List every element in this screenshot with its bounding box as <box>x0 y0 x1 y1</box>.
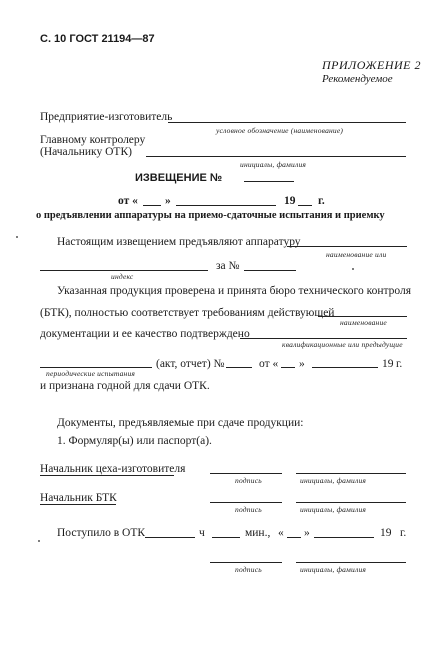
body-para2: (БТК), полностью соответствует требованиям действующей <box>40 307 335 319</box>
shop-chief-signature-field[interactable] <box>210 473 282 474</box>
apparatus-caption: наименование или <box>326 250 387 259</box>
btk-chief-underline <box>40 504 116 505</box>
periodic-caption: периодические испытания <box>46 369 136 378</box>
received-hours-field[interactable] <box>145 537 195 538</box>
scan-speck <box>38 540 40 542</box>
page-header: С. 10 ГОСТ 21194—87 <box>40 33 155 45</box>
received-signature-caption: подпись <box>235 565 262 574</box>
notice-title: ИЗВЕЩЕНИЕ № <box>135 172 223 184</box>
btk-chief-signature-field[interactable] <box>210 502 282 503</box>
notice-subject: о предъявлении аппаратуры на приемо-сдаточные испытания и приемку <box>36 210 385 221</box>
body-line1: Настоящим извещением предъявляют аппаратуру <box>57 236 301 248</box>
received-initials-caption: инициалы, фамилия <box>300 565 367 574</box>
producer-caption: условное обозначение (наименование) <box>216 126 344 135</box>
apparatus-number-field[interactable] <box>244 270 296 271</box>
act-year-prefix: 19 <box>382 358 394 370</box>
notice-year-suffix: г. <box>318 195 325 207</box>
qualification-caption: квалификационные или предыдущие <box>282 340 403 349</box>
received-day-field[interactable] <box>287 537 301 538</box>
act-year-suffix: г. <box>396 358 403 370</box>
notice-day-field[interactable] <box>143 205 161 206</box>
index-caption: индекс <box>111 272 134 281</box>
received-close-quote: » <box>304 527 310 539</box>
addressee-line1: Главному контролеру <box>40 134 146 146</box>
received-year-prefix: 19 <box>380 527 392 539</box>
naming-caption: наименование <box>340 318 387 327</box>
received-hours: ч <box>199 527 205 539</box>
scan-speck <box>352 268 354 270</box>
shop-chief-initials-field[interactable] <box>296 473 406 474</box>
scan-speck <box>16 236 18 238</box>
producer-field[interactable] <box>168 122 406 123</box>
shop-chief-label: Начальник цеха-изготовителя <box>40 463 186 475</box>
notice-date-quote: » <box>165 195 171 207</box>
received-year-suffix: г. <box>400 527 407 539</box>
received-minutes: мин., <box>245 527 271 539</box>
producer-label: Предприятие-изготовитель <box>40 111 173 123</box>
shop-chief-initials-caption: инициалы, фамилия <box>300 476 367 485</box>
documents-heading: Документы, предъявляемые при сдаче продукции: <box>57 417 304 429</box>
btk-chief-initials-caption: инициалы, фамилия <box>300 505 367 514</box>
notice-date-from: от « <box>118 195 138 207</box>
addressee-field[interactable] <box>146 156 406 157</box>
received-initials-field[interactable] <box>296 562 406 563</box>
notice-year-prefix: 19 <box>284 195 296 207</box>
btk-chief-label: Начальник БТК <box>40 492 117 504</box>
body-para1: Указанная продукция проверена и принята бюро технического контроля <box>57 285 412 297</box>
apparatus-field[interactable] <box>287 246 407 247</box>
test-type-field[interactable] <box>40 367 152 368</box>
act-text: (акт, отчет) № <box>156 358 225 370</box>
shop-chief-underline <box>40 475 174 476</box>
received-minutes-field[interactable] <box>212 537 240 538</box>
btk-chief-signature-caption: подпись <box>235 505 262 514</box>
received-label: Поступило в ОТК <box>57 527 146 539</box>
notice-year-field[interactable] <box>298 205 312 206</box>
addressee-caption: инициалы, фамилия <box>240 160 307 169</box>
act-month-field[interactable] <box>312 367 378 368</box>
received-month-field[interactable] <box>314 537 374 538</box>
confirmation-field[interactable] <box>240 338 407 339</box>
act-day-field[interactable] <box>281 367 295 368</box>
received-open-quote: « <box>278 527 284 539</box>
received-signature-field[interactable] <box>210 562 282 563</box>
fit-text: и признана годной для сдачи ОТК. <box>40 380 210 392</box>
notice-month-field[interactable] <box>176 205 276 206</box>
apparatus-name-field[interactable] <box>40 270 208 271</box>
body-para3: документации и ее качество подтверждено <box>40 328 250 340</box>
documents-item1: 1. Формуляр(ы) или паспорт(а). <box>57 435 212 447</box>
btk-chief-initials-field[interactable] <box>296 502 406 503</box>
act-number-field[interactable] <box>226 367 252 368</box>
number-label: за № <box>216 260 240 272</box>
shop-chief-signature-caption: подпись <box>235 476 262 485</box>
act-from: от « <box>259 358 279 370</box>
requirements-field[interactable] <box>318 316 407 317</box>
appendix-title: ПРИЛОЖЕНИЕ 2 <box>322 58 421 72</box>
notice-number-field[interactable] <box>244 181 294 182</box>
appendix-subtitle: Рекомендуемое <box>322 73 393 85</box>
addressee-line2: (Начальнику ОТК) <box>40 146 132 158</box>
act-quote: » <box>299 358 305 370</box>
